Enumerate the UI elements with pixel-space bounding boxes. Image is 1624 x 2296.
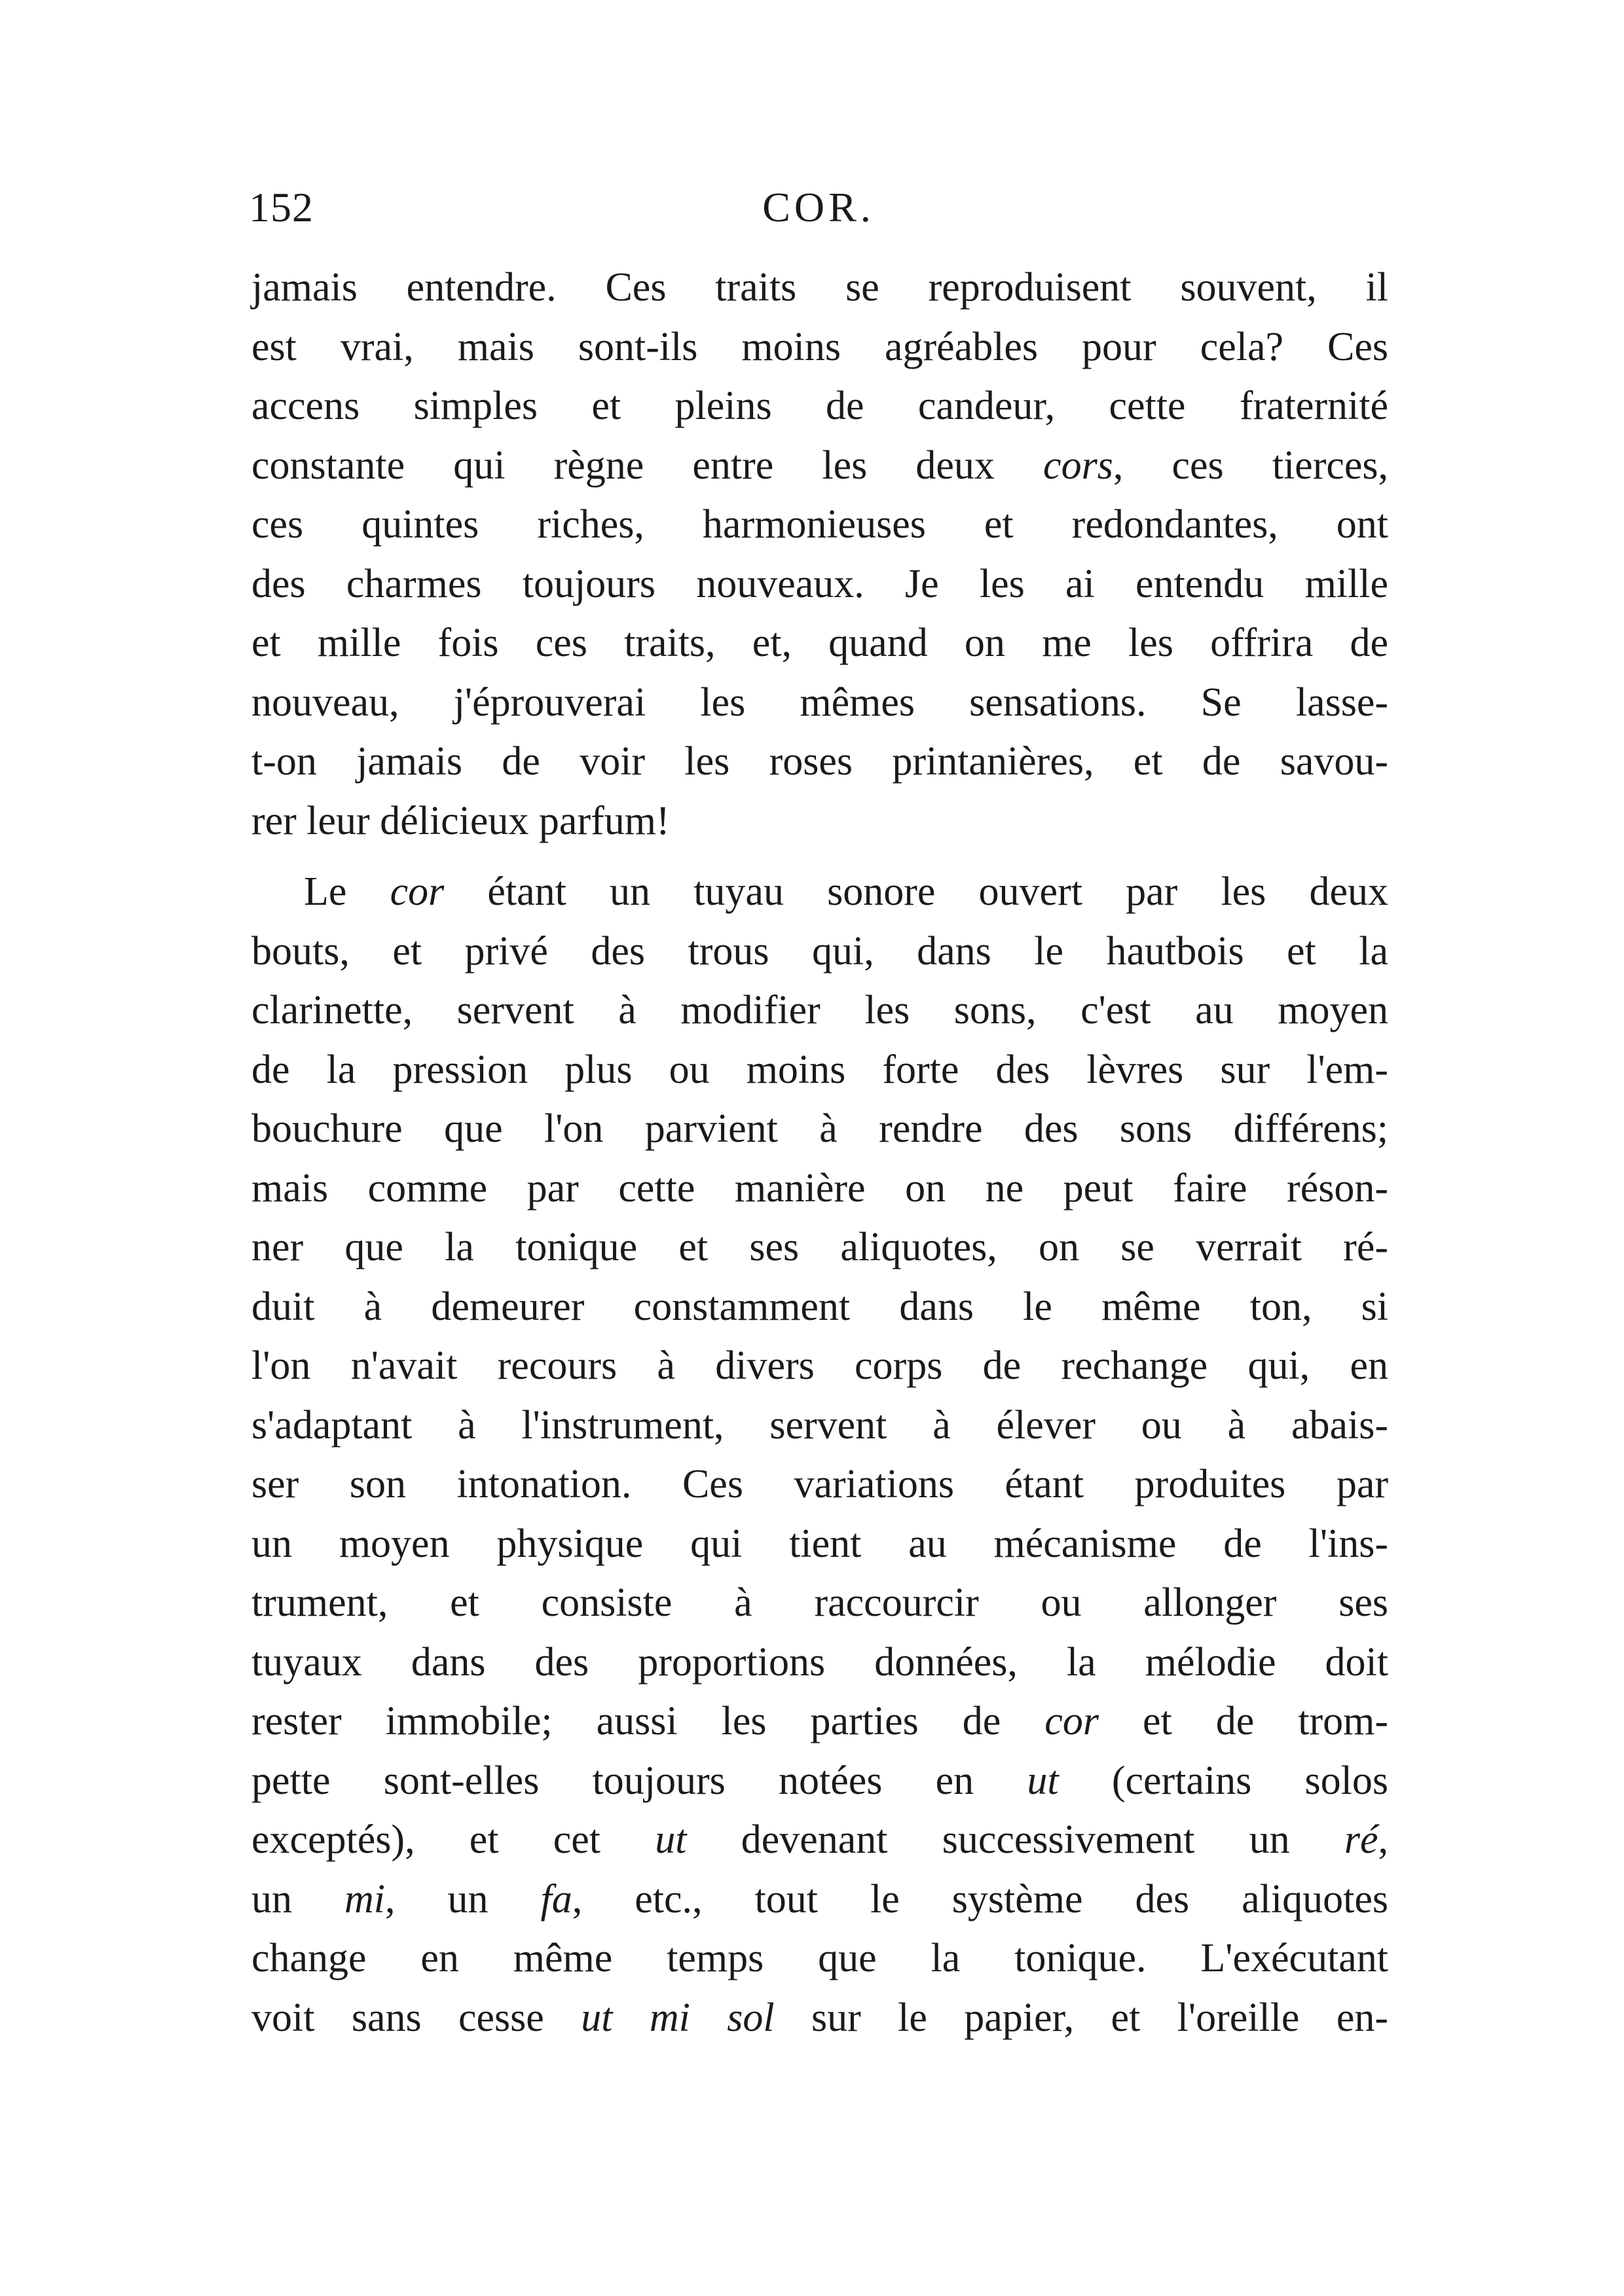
text-line-with-italic: voit sans cesse ut mi sol sur le papier, et l'oreille en- xyxy=(251,1995,1388,2040)
italic-term: ut xyxy=(655,1817,687,1862)
text-line: s'adaptant à l'instrument, servent à élever ou à abais- xyxy=(251,1402,1388,1448)
text-line: ner que la tonique et ses aliquotes, on se verrait ré- xyxy=(251,1225,1388,1269)
text-line-with-italic: rester immobile; aussi les parties de cor et de trom- xyxy=(251,1699,1388,1743)
text-line: est vrai, mais sont-ils moins agréables pour cela? Ces xyxy=(251,324,1388,369)
text-line: des charmes toujours nouveaux. Je les ai entendu mille xyxy=(251,561,1388,606)
text-line: un moyen physique qui tient au mécanisme de l'ins- xyxy=(251,1521,1388,1566)
text-line: clarinette, servent à modifier les sons, c'est au moyen xyxy=(251,988,1388,1032)
text-line: ser son intonation. Ces variations étant produites par xyxy=(251,1462,1388,1506)
paragraph-cor xyxy=(251,862,1388,2047)
italic-term: mi xyxy=(344,1876,386,1922)
text-line: ces quintes riches, harmonieuses et redondantes, ont xyxy=(251,502,1388,547)
text-line-with-italic: pette sont-elles toujours notées en ut (certains solos xyxy=(251,1758,1388,1803)
text-line: et mille fois ces traits, et, quand on me les offrira de xyxy=(251,621,1388,665)
text-line: tuyaux dans des proportions données, la mélodie doit xyxy=(251,1639,1388,1685)
text-line: change en même temps que la tonique. L'exécutant xyxy=(251,1936,1388,1980)
text-line-with-italic: Le cor étant un tuyau sonore ouvert par les deux xyxy=(304,869,1388,914)
text-line: accens simples et pleins de candeur, cette fraternité xyxy=(251,384,1388,428)
running-head: COR. xyxy=(762,184,875,230)
page-header xyxy=(249,183,1388,242)
italic-term: ré xyxy=(1344,1817,1378,1862)
text-line: t-on jamais de voir les roses printanières, et de savou- xyxy=(251,739,1388,784)
text-line: rer leur délicieux parfum! xyxy=(251,798,670,843)
italic-term: ut xyxy=(1027,1758,1059,1803)
italic-term: cor xyxy=(1044,1699,1099,1743)
text-line: bouts, et privé des trous qui, dans le hautbois et la xyxy=(251,928,1388,974)
paragraph-continued xyxy=(251,258,1388,850)
page-number: 152 xyxy=(249,184,314,230)
italic-term: cors xyxy=(1043,443,1113,488)
text-line: duit à demeurer constamment dans le même ton, si xyxy=(251,1284,1388,1329)
text-line-with-italic: constante qui règne entre les deux cors, ces tierces, xyxy=(251,443,1389,488)
text-line: jamais entendre. Ces traits se reproduisent souvent, il xyxy=(251,265,1388,310)
text-line: nouveau, j'éprouverai les mêmes sensations. Se lasse- xyxy=(251,680,1388,725)
paragraph-gap xyxy=(251,850,1388,862)
italic-term: cor xyxy=(390,869,445,914)
text-line: bouchure que l'on parvient à rendre des sons différens; xyxy=(251,1106,1388,1151)
text-line: l'on n'avait recours à divers corps de rechange qui, en xyxy=(251,1343,1388,1388)
text-line: mais comme par cette manière on ne peut faire réson- xyxy=(251,1165,1388,1211)
italic-term: fa xyxy=(540,1876,572,1922)
body-text xyxy=(251,258,1388,2047)
text-line: de la pression plus ou moins forte des lèvres sur l'em- xyxy=(251,1047,1388,1092)
text-line: trument, et consiste à raccourcir ou allonger ses xyxy=(251,1580,1388,1625)
text-line-with-italic: un mi, un fa, etc., tout le système des aliquotes xyxy=(251,1876,1388,1922)
italic-term: ut mi sol xyxy=(581,1995,775,2040)
text-line-with-italic: exceptés), et cet ut devenant successivement un ré, xyxy=(251,1817,1388,1862)
